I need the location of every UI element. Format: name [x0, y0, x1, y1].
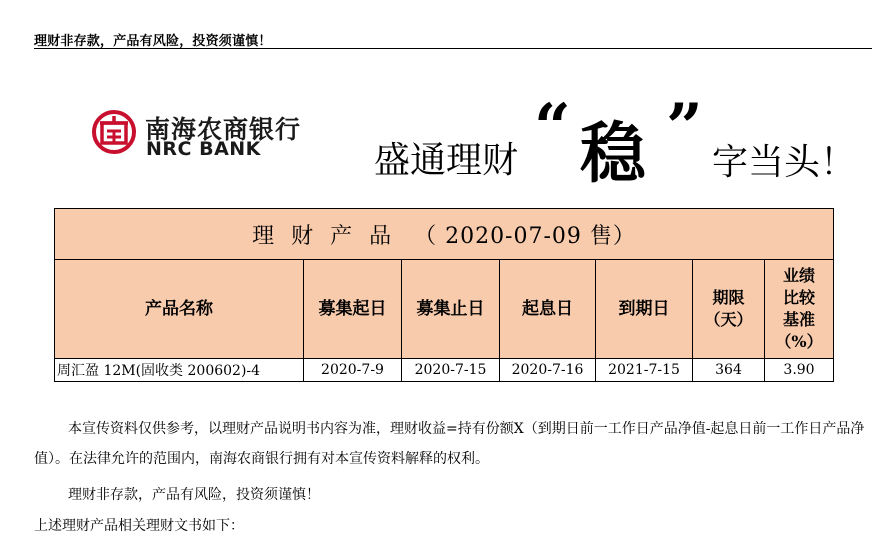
table-header-row — [55, 260, 834, 359]
header-term-line2: （天） — [704, 310, 753, 329]
slogan-part-b: 字当头！ — [712, 142, 857, 183]
cell-product-name: 周汇盈 12M(固收类 200602)-4 — [55, 359, 304, 382]
header-value-date: 起息日 — [500, 260, 596, 359]
table-title — [55, 209, 834, 260]
product-table — [54, 208, 834, 382]
header-term — [693, 260, 765, 359]
disclaimer-paragraph: 本宣传资料仅供参考，以理财产品说明书内容为准，理财收益=持有份额X（到期日前一工作日产品净值-起息日前一工作日产品净值）。在法律允许的范围内，南海农商银行拥有对本宣传资料解释的权利。 — [34, 421, 865, 467]
header-product-name: 产品名称 — [55, 260, 304, 359]
documents-intro-paragraph: 上述理财产品相关理财文书如下： — [34, 518, 244, 534]
header-term-line1: 期限 — [712, 288, 745, 307]
slogan-close-quote: ” — [666, 90, 703, 165]
header-maturity: 到期日 — [596, 260, 693, 359]
table-title-date: （ 2020-07-09 售） — [414, 223, 636, 249]
cell-maturity: 2021-7-15 — [596, 359, 693, 382]
header-benchmark-line3: 基准 — [783, 310, 816, 329]
cell-raise-start: 2020-7-9 — [304, 359, 402, 382]
slogan-open-quote: “ — [534, 90, 571, 165]
risk-warning-paragraph: 理财非存款，产品有风险，投资须谨慎！ — [68, 487, 320, 503]
header-benchmark-line1: 业绩 — [783, 266, 816, 285]
bank-emblem-icon — [92, 110, 136, 154]
table-title-row — [55, 209, 834, 260]
cell-raise-end: 2020-7-15 — [402, 359, 500, 382]
header-risk-warning: 理财非存款，产品有风险，投资须谨慎！ — [34, 34, 272, 49]
header-benchmark — [765, 260, 834, 359]
slogan-part-a: 盛通理财 — [374, 140, 519, 181]
cell-value-date: 2020-7-16 — [500, 359, 596, 382]
bank-name-en: NRC BANK — [146, 138, 261, 160]
table-row — [55, 359, 834, 382]
cell-term: 364 — [693, 359, 765, 382]
bank-logo — [92, 108, 332, 160]
header-raise-end: 募集止日 — [402, 260, 500, 359]
slogan — [374, 90, 864, 192]
bank-name-cn: 南海农商银行 — [145, 115, 302, 144]
header-benchmark-line4: （%） — [775, 332, 823, 351]
cell-benchmark: 3.90 — [765, 359, 834, 382]
header-benchmark-line2: 比较 — [783, 288, 816, 307]
table-title-label: 理 财 产 品 — [252, 223, 393, 249]
slogan-key-char: 稳 — [580, 115, 646, 192]
header-divider — [34, 48, 872, 49]
header-raise-start: 募集起日 — [304, 260, 402, 359]
